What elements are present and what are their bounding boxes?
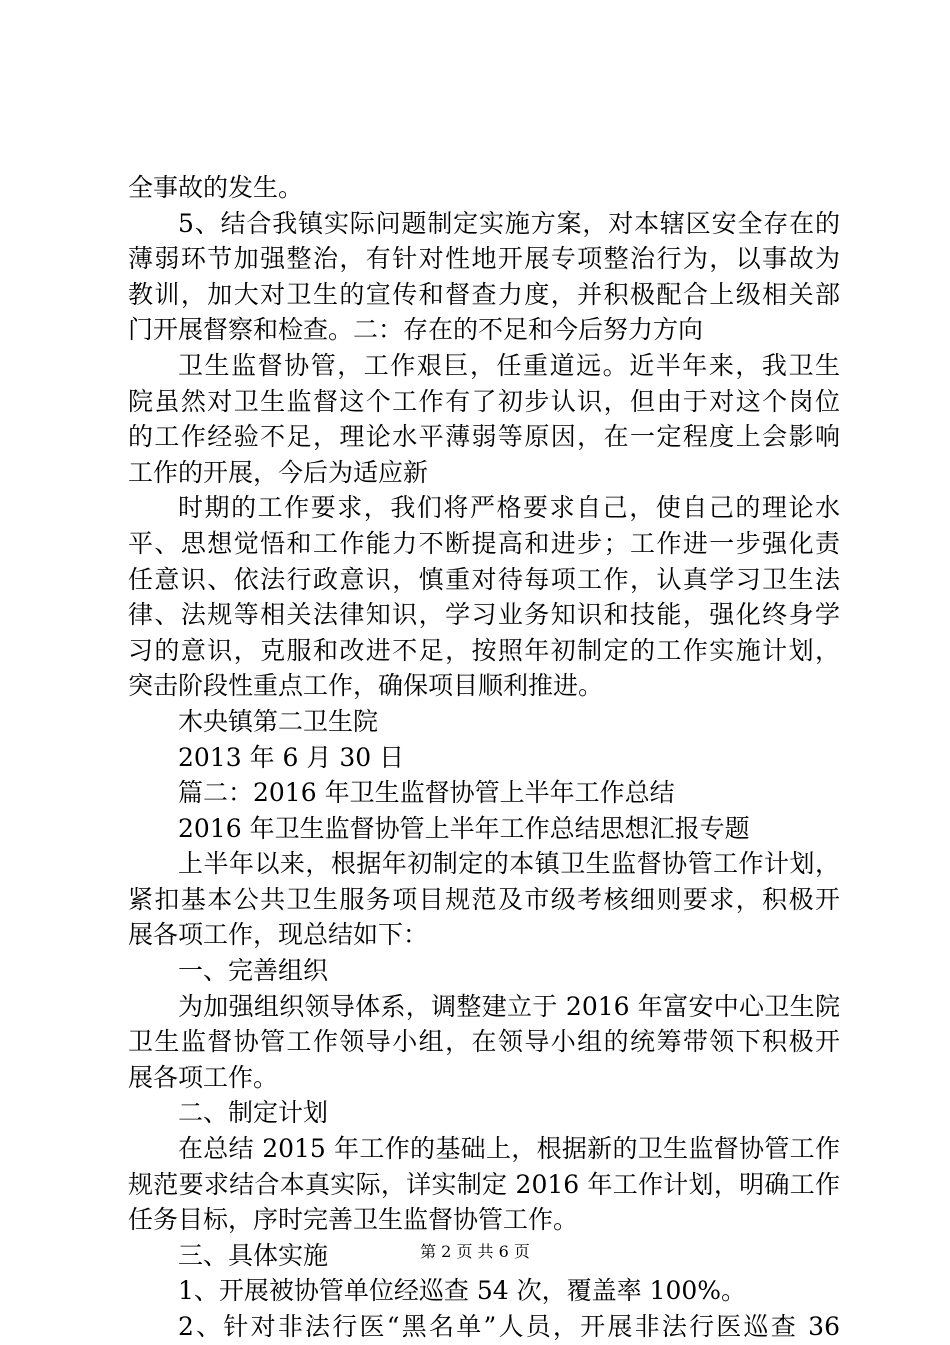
text-line: 规范要求结合本真实际，详实制定 2016 年工作计划，明确工作 [128, 1169, 840, 1199]
text-line: 任意识、依法行政意识，慎重对待每项工作，认真学习卫生法 [128, 564, 840, 594]
document-body [128, 170, 840, 1345]
text-line: 紧扣基本公共卫生服务项目规范及市级考核细则要求，积极开 [128, 884, 840, 914]
text-line: 薄弱环节加强整治，有针对性地开展专项整治行为，以事故为 [128, 244, 840, 274]
text-line: 的工作经验不足，理论水平薄弱等原因，在一定程度上会影响 [128, 422, 840, 452]
text-line: 教训，加大对卫生的宣传和督查力度，并积极配合上级相关部 [128, 279, 840, 309]
text-line: 2、针对非法行医“黑名单”人员，开展非法行医巡查 36 [178, 1312, 840, 1341]
text-line: 上半年以来，根据年初制定的本镇卫生监督协管工作计划， [178, 849, 840, 879]
text-line: 三、具体实施 [178, 1240, 329, 1270]
text-line: 在总结 2015 年工作的基础上，根据新的卫生监督协管工作 [178, 1134, 840, 1164]
text-line: 全事故的发生。 [128, 173, 304, 202]
text-line: 篇二：2016 年卫生监督协管上半年工作总结 [178, 778, 675, 808]
text-line: 5、结合我镇实际问题制定实施方案，对本辖区安全存在的 [178, 208, 840, 238]
text-line: 二、制定计划 [178, 1098, 329, 1128]
text-line: 2013 年 6 月 30 日 [178, 742, 405, 772]
text-line: 展各项工作，现总结如下： [128, 920, 429, 950]
text-line: 门开展督察和检查。二：存在的不足和今后努力方向 [128, 315, 704, 345]
text-line: 律、法规等相关法律知识，学习业务知识和技能，强化终身学 [128, 600, 840, 630]
text-line: 木央镇第二卫生院 [178, 706, 379, 736]
text-line: 平、思想觉悟和工作能力不断提高和进步；工作进一步强化责 [128, 528, 840, 558]
text-line: 展各项工作。 [128, 1062, 279, 1092]
text-line: 卫生监督协管工作领导小组，在领导小组的统筹带领下积极开 [128, 1027, 840, 1057]
text-line: 工作的开展，今后为适应新 [128, 457, 429, 487]
text-line: 突击阶段性重点工作，确保项目顺利推进。 [128, 671, 604, 701]
text-line: 卫生监督协管，工作艰巨，任重道远。近半年来，我卫生 [178, 350, 840, 380]
text-line: 任务目标，序时完善卫生监督协管工作。 [128, 1205, 579, 1235]
page-footer: 第 2 页 共 6 页 [420, 1242, 530, 1261]
text-line: 院虽然对卫生监督这个工作有了初步认识，但由于对这个岗位 [128, 386, 840, 416]
text-line: 时期的工作要求，我们将严格要求自己，使自己的理论水 [178, 493, 840, 523]
text-line: 一、完善组织 [178, 956, 329, 986]
text-line: 1、开展被协管单位经巡查 54 次，覆盖率 100%。 [178, 1276, 747, 1306]
text-line: 习的意识，克服和改进不足，按照年初制定的工作实施计划， [128, 635, 840, 665]
text-line: 为加强组织领导体系，调整建立于 2016 年富安中心卫生院 [178, 991, 840, 1021]
text-line: 2016 年卫生监督协管上半年工作总结思想汇报专题 [178, 813, 750, 843]
